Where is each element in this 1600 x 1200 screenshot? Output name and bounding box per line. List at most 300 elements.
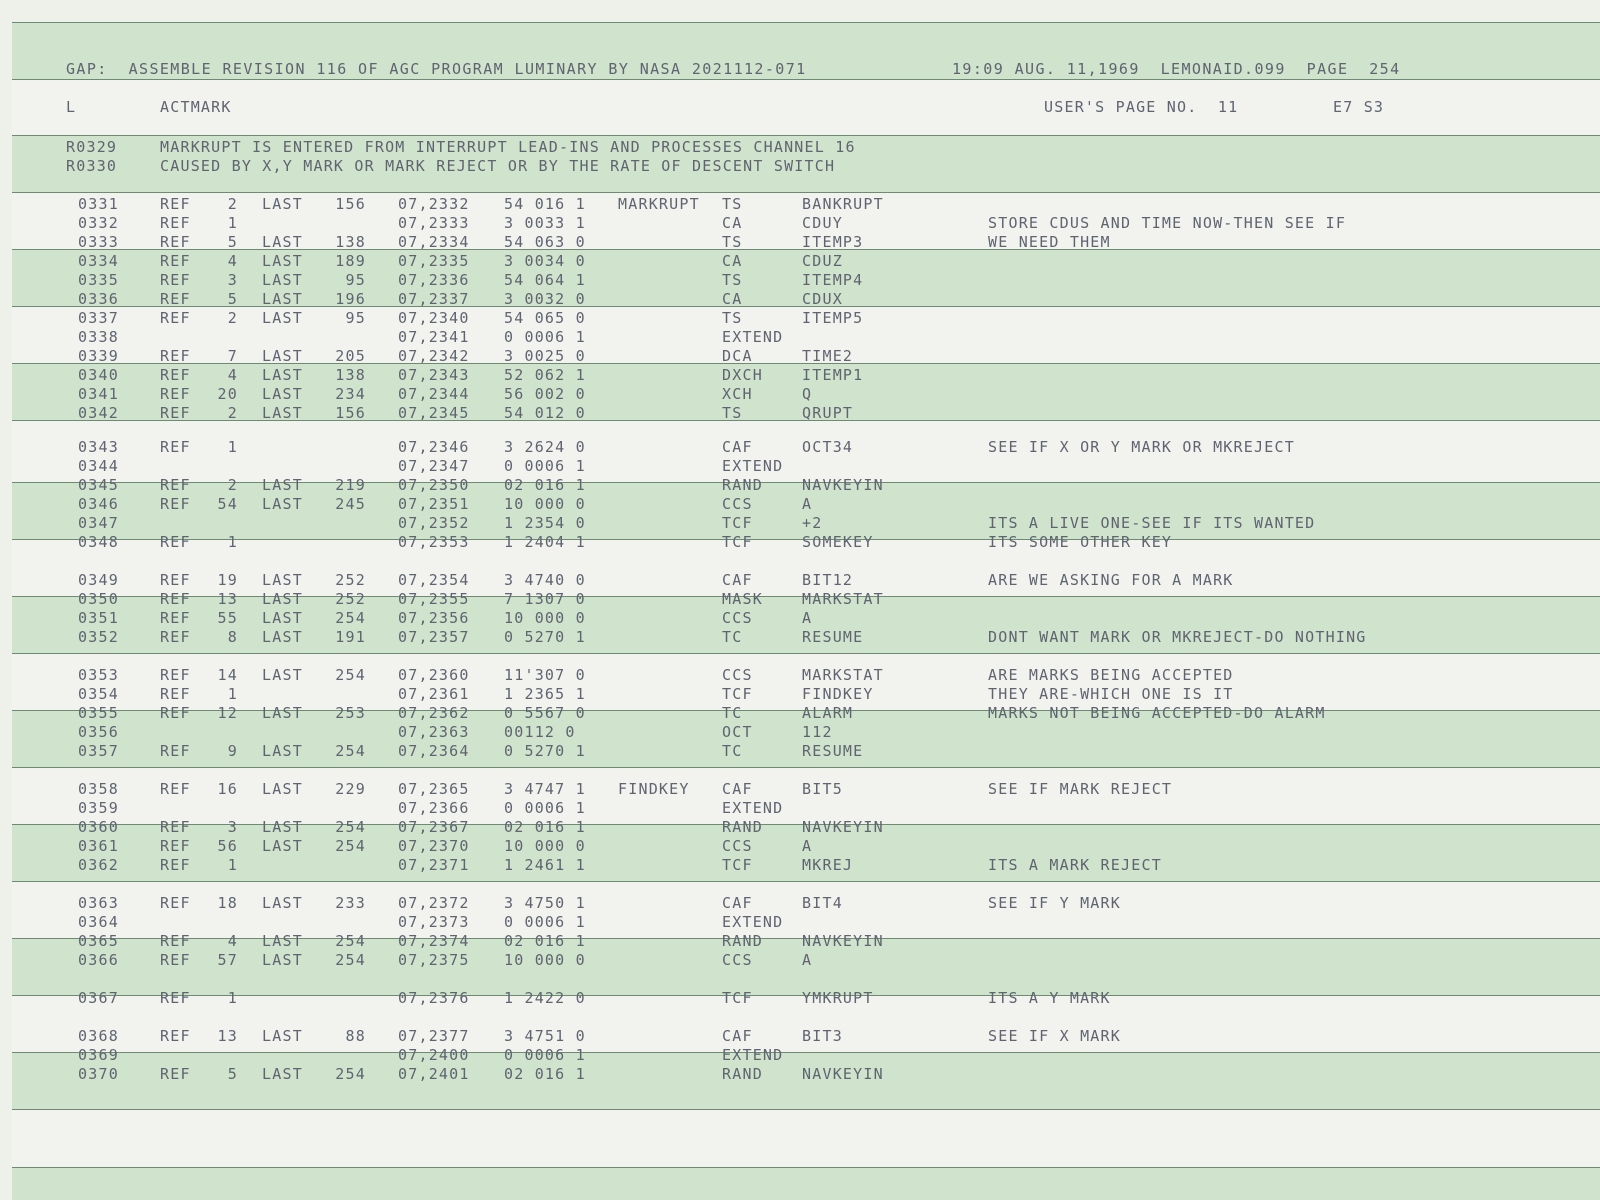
operand: NAVKEYIN: [802, 476, 884, 494]
location-label: MARKRUPT: [618, 195, 700, 213]
operand: ITEMP4: [802, 271, 864, 289]
address: 07,2334: [398, 233, 470, 251]
operand: SOMEKEY: [802, 533, 874, 551]
line-number: 0350: [78, 590, 119, 608]
ref-label: REF: [160, 856, 191, 874]
octal-code: 02 016 1: [504, 476, 586, 494]
line-number: 0334: [78, 252, 119, 270]
comment: DONT WANT MARK OR MKREJECT-DO NOTHING: [988, 628, 1367, 646]
line-number: 0352: [78, 628, 119, 646]
last-page: 191: [335, 628, 366, 646]
line-number: 0364: [78, 913, 119, 931]
ref-count: 56: [217, 837, 238, 855]
listing-line: [0, 799, 1600, 818]
listing-line: [0, 195, 1600, 214]
octal-code: 3 2624 0: [504, 438, 586, 456]
opcode: RAND: [722, 818, 763, 836]
last-page: 254: [335, 1065, 366, 1083]
ref-count: 9: [227, 742, 238, 760]
octal-code: 10 000 0: [504, 495, 586, 513]
listing-line: [0, 837, 1600, 856]
octal-code: 3 0034 0: [504, 252, 586, 270]
octal-code: 10 000 0: [504, 951, 586, 969]
octal-code: 02 016 1: [504, 1065, 586, 1083]
listing-line: [0, 685, 1600, 704]
last-label: LAST: [262, 894, 303, 912]
line-number: 0351: [78, 609, 119, 627]
address: 07,2355: [398, 590, 470, 608]
operand: BIT3: [802, 1027, 843, 1045]
operand: TIME2: [802, 347, 854, 365]
address: 07,2361: [398, 685, 470, 703]
address: 07,2342: [398, 347, 470, 365]
rule: [12, 135, 1600, 136]
last-page: 95: [345, 309, 366, 327]
ref-label: REF: [160, 932, 191, 950]
ref-label: REF: [160, 685, 191, 703]
octal-code: 0 0006 1: [504, 328, 586, 346]
comment: SEE IF Y MARK: [988, 894, 1121, 912]
last-page: 252: [335, 571, 366, 589]
last-page: 196: [335, 290, 366, 308]
address: 07,2373: [398, 913, 470, 931]
octal-code: 54 012 0: [504, 404, 586, 422]
last-page: 245: [335, 495, 366, 513]
octal-code: 1 2354 0: [504, 514, 586, 532]
ref-count: 2: [227, 476, 238, 494]
operand: NAVKEYIN: [802, 932, 884, 950]
opcode: DCA: [722, 347, 753, 365]
line-number: 0361: [78, 837, 119, 855]
last-label: LAST: [262, 1027, 303, 1045]
rule: [12, 653, 1600, 654]
ref-label: REF: [160, 271, 191, 289]
remark-number: R0330: [66, 157, 118, 175]
line-number: 0354: [78, 685, 119, 703]
operand: YMKRUPT: [802, 989, 874, 1007]
opcode: CA: [722, 252, 743, 270]
opcode: CCS: [722, 666, 753, 684]
comment: ITS A MARK REJECT: [988, 856, 1162, 874]
ref-count: 3: [227, 271, 238, 289]
opcode: CCS: [722, 609, 753, 627]
opcode: CCS: [722, 495, 753, 513]
operand: CDUZ: [802, 252, 843, 270]
operand: CDUX: [802, 290, 843, 308]
last-label: LAST: [262, 290, 303, 308]
octal-code: 0 5270 1: [504, 742, 586, 760]
page-code: E7 S3: [1333, 98, 1385, 116]
last-page: 95: [345, 271, 366, 289]
opcode: TC: [722, 742, 743, 760]
ref-label: REF: [160, 590, 191, 608]
ref-label: REF: [160, 742, 191, 760]
octal-code: 00112 0: [504, 723, 576, 741]
rule: [12, 767, 1600, 768]
address: 07,2346: [398, 438, 470, 456]
last-page: 88: [345, 1027, 366, 1045]
octal-code: 10 000 0: [504, 609, 586, 627]
ref-count: 57: [217, 951, 238, 969]
address: 07,2352: [398, 514, 470, 532]
ref-label: REF: [160, 951, 191, 969]
type-code: L: [66, 98, 77, 116]
line-number: 0365: [78, 932, 119, 950]
ref-count: 12: [217, 704, 238, 722]
line-number: 0336: [78, 290, 119, 308]
opcode: TS: [722, 233, 743, 251]
address: 07,2365: [398, 780, 470, 798]
rule: [12, 1167, 1600, 1168]
last-label: LAST: [262, 666, 303, 684]
operand: NAVKEYIN: [802, 818, 884, 836]
ref-count: 18: [217, 894, 238, 912]
line-number: 0340: [78, 366, 119, 384]
ref-label: REF: [160, 309, 191, 327]
opcode: EXTEND: [722, 328, 784, 346]
listing-line: [0, 1046, 1600, 1065]
operand: BIT5: [802, 780, 843, 798]
octal-code: 11'307 0: [504, 666, 586, 684]
comment: ITS A Y MARK: [988, 989, 1111, 1007]
ref-label: REF: [160, 533, 191, 551]
operand: NAVKEYIN: [802, 1065, 884, 1083]
last-page: 252: [335, 590, 366, 608]
ref-count: 2: [227, 309, 238, 327]
listing-line: [0, 609, 1600, 628]
line-number: 0348: [78, 533, 119, 551]
address: 07,2344: [398, 385, 470, 403]
last-page: 234: [335, 385, 366, 403]
comment: SEE IF X MARK: [988, 1027, 1121, 1045]
opcode: CAF: [722, 438, 753, 456]
address: 07,2372: [398, 894, 470, 912]
opcode: TC: [722, 628, 743, 646]
opcode: TCF: [722, 533, 753, 551]
ref-label: REF: [160, 609, 191, 627]
opcode: TCF: [722, 856, 753, 874]
octal-code: 0 0006 1: [504, 913, 586, 931]
line-number: 0345: [78, 476, 119, 494]
last-page: 254: [335, 666, 366, 684]
address: 07,2400: [398, 1046, 470, 1064]
last-label: LAST: [262, 590, 303, 608]
listing-line: [0, 723, 1600, 742]
address: 07,2336: [398, 271, 470, 289]
last-label: LAST: [262, 704, 303, 722]
ref-count: 4: [227, 252, 238, 270]
listing-line: [0, 385, 1600, 404]
comment: ITS A LIVE ONE-SEE IF ITS WANTED: [988, 514, 1316, 532]
ref-count: 7: [227, 347, 238, 365]
opcode: TS: [722, 271, 743, 289]
opcode: TCF: [722, 514, 753, 532]
ref-label: REF: [160, 233, 191, 251]
rule: [12, 22, 1600, 23]
octal-code: 54 016 1: [504, 195, 586, 213]
ref-count: 2: [227, 404, 238, 422]
ref-label: REF: [160, 290, 191, 308]
opcode: CAF: [722, 894, 753, 912]
line-number: 0347: [78, 514, 119, 532]
address: 07,2375: [398, 951, 470, 969]
rule: [12, 881, 1600, 882]
operand: RESUME: [802, 628, 864, 646]
section-name: ACTMARK: [160, 98, 232, 116]
remark-text: MARKRUPT IS ENTERED FROM INTERRUPT LEAD-INS AND PROCESSES CHANNEL 16: [160, 138, 856, 156]
address: 07,2363: [398, 723, 470, 741]
line-number: 0359: [78, 799, 119, 817]
operand: ITEMP1: [802, 366, 864, 384]
line-number: 0366: [78, 951, 119, 969]
rule: [12, 1109, 1600, 1110]
line-number: 0362: [78, 856, 119, 874]
operand: RESUME: [802, 742, 864, 760]
listing-line: [0, 1027, 1600, 1046]
remark-number: R0329: [66, 138, 118, 156]
last-label: LAST: [262, 628, 303, 646]
ref-label: REF: [160, 704, 191, 722]
ref-label: REF: [160, 476, 191, 494]
stripe: [12, 1167, 1600, 1200]
octal-code: 0 5270 1: [504, 628, 586, 646]
operand: CDUY: [802, 214, 843, 232]
last-label: LAST: [262, 609, 303, 627]
address: 07,2362: [398, 704, 470, 722]
octal-code: 56 002 0: [504, 385, 586, 403]
operand: A: [802, 837, 813, 855]
octal-code: 0 0006 1: [504, 799, 586, 817]
last-label: LAST: [262, 742, 303, 760]
last-label: LAST: [262, 1065, 303, 1083]
line-number: 0369: [78, 1046, 119, 1064]
line-number: 0342: [78, 404, 119, 422]
last-label: LAST: [262, 571, 303, 589]
listing-line: [0, 590, 1600, 609]
last-label: LAST: [262, 347, 303, 365]
page-header-date-page: 19:09 AUG. 11,1969 LEMONAID.099 PAGE 254: [952, 60, 1401, 78]
octal-code: 54 064 1: [504, 271, 586, 289]
address: 07,2370: [398, 837, 470, 855]
listing-line: [0, 347, 1600, 366]
ref-count: 8: [227, 628, 238, 646]
comment: WE NEED THEM: [988, 233, 1111, 251]
address: 07,2401: [398, 1065, 470, 1083]
operand: A: [802, 609, 813, 627]
last-page: 205: [335, 347, 366, 365]
comment: STORE CDUS AND TIME NOW-THEN SEE IF: [988, 214, 1347, 232]
opcode: CCS: [722, 837, 753, 855]
ref-label: REF: [160, 837, 191, 855]
stripe: [12, 1109, 1600, 1167]
operand: BANKRUPT: [802, 195, 884, 213]
octal-code: 1 2404 1: [504, 533, 586, 551]
listing-line: [0, 1065, 1600, 1084]
rule: [12, 79, 1600, 80]
address: 07,2347: [398, 457, 470, 475]
line-number: 0335: [78, 271, 119, 289]
last-label: LAST: [262, 309, 303, 327]
listing-line: [0, 214, 1600, 233]
ref-count: 19: [217, 571, 238, 589]
address: 07,2337: [398, 290, 470, 308]
octal-code: 3 4751 0: [504, 1027, 586, 1045]
listing-line: [0, 856, 1600, 875]
opcode: CA: [722, 290, 743, 308]
ref-label: REF: [160, 385, 191, 403]
page-header-title: GAP: ASSEMBLE REVISION 116 OF AGC PROGRAM LUMINARY BY NASA 2021112-071: [66, 60, 807, 78]
opcode: EXTEND: [722, 457, 784, 475]
last-label: LAST: [262, 233, 303, 251]
listing-line: [0, 271, 1600, 290]
ref-label: REF: [160, 252, 191, 270]
last-label: LAST: [262, 385, 303, 403]
listing-line: [0, 628, 1600, 647]
listing-line: [0, 951, 1600, 970]
ref-count: 1: [227, 856, 238, 874]
last-page: 254: [335, 932, 366, 950]
line-number: 0355: [78, 704, 119, 722]
operand: 112: [802, 723, 833, 741]
listing-line: [0, 989, 1600, 1008]
octal-code: 3 0033 1: [504, 214, 586, 232]
line-number: 0333: [78, 233, 119, 251]
last-page: 254: [335, 951, 366, 969]
address: 07,2354: [398, 571, 470, 589]
ref-count: 5: [227, 290, 238, 308]
line-number: 0338: [78, 328, 119, 346]
location-label: FINDKEY: [618, 780, 690, 798]
opcode: EXTEND: [722, 913, 784, 931]
last-label: LAST: [262, 366, 303, 384]
opcode: TS: [722, 195, 743, 213]
address: 07,2377: [398, 1027, 470, 1045]
ref-count: 55: [217, 609, 238, 627]
octal-code: 10 000 0: [504, 837, 586, 855]
last-label: LAST: [262, 495, 303, 513]
ref-label: REF: [160, 571, 191, 589]
operand: QRUPT: [802, 404, 854, 422]
operand: ITEMP5: [802, 309, 864, 327]
opcode: DXCH: [722, 366, 763, 384]
listing-line: [0, 704, 1600, 723]
last-page: 254: [335, 742, 366, 760]
opcode: CAF: [722, 1027, 753, 1045]
opcode: RAND: [722, 932, 763, 950]
opcode: TCF: [722, 989, 753, 1007]
line-number: 0332: [78, 214, 119, 232]
last-label: LAST: [262, 780, 303, 798]
listing-line: [0, 932, 1600, 951]
line-number: 0344: [78, 457, 119, 475]
octal-code: 1 2422 0: [504, 989, 586, 1007]
ref-label: REF: [160, 214, 191, 232]
listing-line: [0, 894, 1600, 913]
line-number: 0343: [78, 438, 119, 456]
line-number: 0368: [78, 1027, 119, 1045]
opcode: OCT: [722, 723, 753, 741]
ref-label: REF: [160, 366, 191, 384]
ref-label: REF: [160, 1065, 191, 1083]
address: 07,2341: [398, 328, 470, 346]
last-page: 156: [335, 195, 366, 213]
comment: THEY ARE-WHICH ONE IS IT: [988, 685, 1234, 703]
operand: A: [802, 495, 813, 513]
last-label: LAST: [262, 404, 303, 422]
opcode: TC: [722, 704, 743, 722]
comment: MARKS NOT BEING ACCEPTED-DO ALARM: [988, 704, 1326, 722]
last-label: LAST: [262, 951, 303, 969]
address: 07,2367: [398, 818, 470, 836]
ref-label: REF: [160, 438, 191, 456]
listing-line: [0, 404, 1600, 423]
listing-line: [0, 457, 1600, 476]
last-page: 229: [335, 780, 366, 798]
ref-label: REF: [160, 404, 191, 422]
ref-label: REF: [160, 818, 191, 836]
last-label: LAST: [262, 271, 303, 289]
listing-line: [0, 366, 1600, 385]
address: 07,2343: [398, 366, 470, 384]
listing-line: [0, 666, 1600, 685]
line-number: 0346: [78, 495, 119, 513]
address: 07,2350: [398, 476, 470, 494]
last-page: 189: [335, 252, 366, 270]
address: 07,2374: [398, 932, 470, 950]
ref-label: REF: [160, 347, 191, 365]
listing-line: [0, 438, 1600, 457]
listing-line: [0, 742, 1600, 761]
opcode: CCS: [722, 951, 753, 969]
operand: BIT12: [802, 571, 854, 589]
operand: MARKSTAT: [802, 666, 884, 684]
users-page-number: USER'S PAGE NO. 11: [1044, 98, 1239, 116]
address: 07,2356: [398, 609, 470, 627]
comment: SEE IF X OR Y MARK OR MKREJECT: [988, 438, 1295, 456]
ref-count: 1: [227, 685, 238, 703]
listing-line: [0, 533, 1600, 552]
ref-count: 4: [227, 366, 238, 384]
opcode: RAND: [722, 1065, 763, 1083]
opcode: MASK: [722, 590, 763, 608]
octal-code: 3 4750 1: [504, 894, 586, 912]
ref-count: 13: [217, 590, 238, 608]
address: 07,2353: [398, 533, 470, 551]
ref-count: 5: [227, 1065, 238, 1083]
opcode: TS: [722, 404, 743, 422]
line-number: 0358: [78, 780, 119, 798]
ref-count: 1: [227, 533, 238, 551]
opcode: CAF: [722, 571, 753, 589]
listing-line: [0, 913, 1600, 932]
listing-line: [0, 571, 1600, 590]
last-label: LAST: [262, 252, 303, 270]
listing-line: [0, 818, 1600, 837]
line-number: 0357: [78, 742, 119, 760]
octal-code: 52 062 1: [504, 366, 586, 384]
listing-line: [0, 309, 1600, 328]
opcode: CA: [722, 214, 743, 232]
ref-count: 16: [217, 780, 238, 798]
octal-code: 0 0006 1: [504, 457, 586, 475]
opcode: TS: [722, 309, 743, 327]
operand: ITEMP3: [802, 233, 864, 251]
last-page: 254: [335, 609, 366, 627]
ref-count: 54: [217, 495, 238, 513]
listing-line: [0, 495, 1600, 514]
last-page: 138: [335, 233, 366, 251]
line-number: 0341: [78, 385, 119, 403]
